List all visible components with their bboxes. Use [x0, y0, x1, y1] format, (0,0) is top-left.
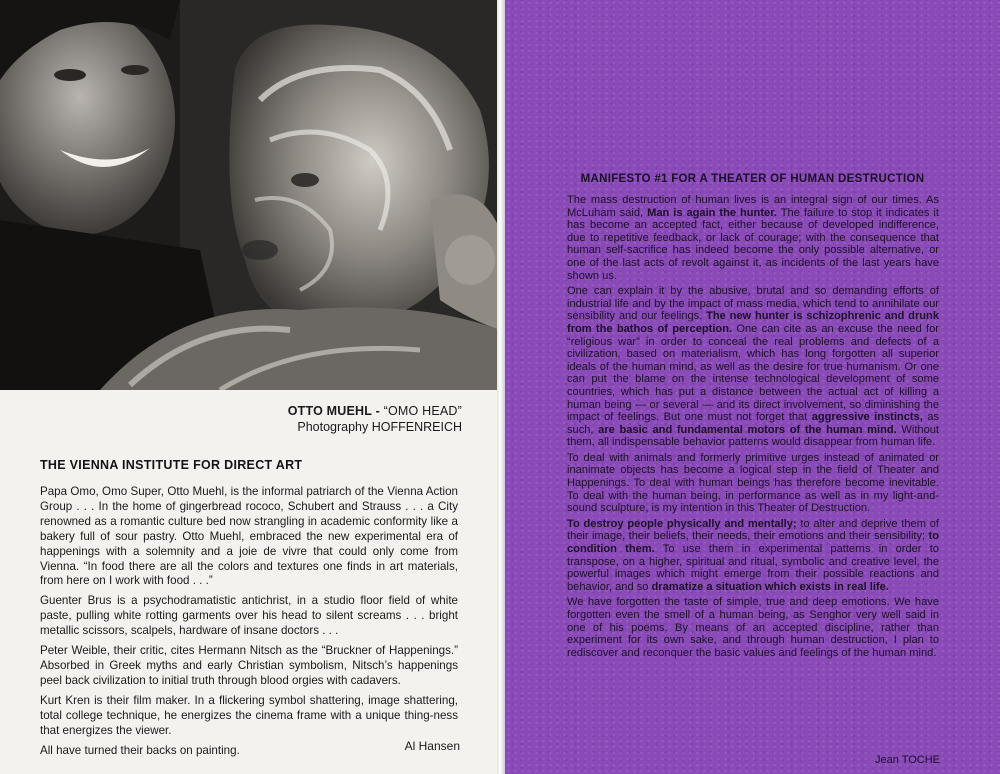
manifesto-text: One can cite as an excuse the need for “religious war” in order to conceal the real problems and defects of a civilization, based on materialism, which has long forgotten all superior ideals of the human mind, as well as the desire for true humanism. Or one can put the blame on the intense technological development of some countries, which has put a distance between the actual act of killing a human being — or several — and its direct involvement, so diminishing the impact of feelings. But one must not forget that — [567, 322, 939, 424]
manifesto-text: as such, — [567, 411, 939, 436]
caption-title — [288, 403, 462, 419]
manifesto-author: Jean TOCHE — [874, 754, 940, 766]
manifesto-emphasis: dramatize a situation which exists in real life. — [651, 580, 889, 593]
manifesto-paragraph — [567, 194, 939, 282]
manifesto-emphasis: Man is again the hunter. — [647, 206, 777, 219]
article-paragraph: Kurt Kren is their film maker. In a flickering symbol shattering, image shattering, total college technique, he energizes the cinema frame with a unique thing-ness that energizes the viewer. — [40, 693, 458, 737]
manifesto-text: To deal with animals and formerly primitive urges instead of animated or inanimate objects has become a logical step in the field of Theater and Happenings. To deal with human beings has therefore become inevitable. To deal with the human being, in performance as well as in my light-and-sound sculpture, is my intention in this Theater of Destruction. — [567, 451, 939, 515]
article-paragraph: All have turned their backs on painting. — [40, 743, 240, 757]
article-author: Al Hansen — [404, 739, 460, 753]
page-gutter — [497, 0, 505, 774]
manifesto-emphasis: The new hunter is schizophrenic and drunk from the bathos of perception. — [567, 310, 939, 335]
manifesto-text: To use them in experimental patterns in order to transpose, on a higher, spiritual and ritual, symbolic and creative level, the powerful images which might emerge from their possible reactions and behavior, and so — [567, 543, 939, 593]
manifesto-text: One can explain it by the abusive, brutal and so demanding efforts of industrial life and by the impact of mass media, which tend to annihilate our sensibility and our feelings. — [567, 285, 939, 323]
manifesto-text: to alter and deprive them of their image, their beliefs, their needs, their emotions and their sensibility; — [567, 517, 939, 543]
manifesto-title: MANIFESTO #1 FOR A THEATER OF HUMAN DESTRUCTION — [580, 173, 925, 185]
article-paragraph: Guenter Brus is a psychodramatistic antichrist, in a studio floor field of white paste, pulling white rotting garments over his head to silent screams . . . bright metallic scissors, scalpels, hardware of insane doctors . . . — [40, 594, 458, 638]
manifesto-text: The failure to stop it indicates it has become an accepted fact, either because of developed indifference, due to repetitive feedback, or lack of courage; with the consequence that human self-sacrifice has indeed become the only possible alternative, or one of the last acts of revolt against it, as incidents of the last years have shown us. — [567, 206, 939, 282]
manifesto-text: The mass destruction of human lives is an integral sign of our times. As McLuham said, — [567, 194, 939, 219]
manifesto-text: Without them, all indispensable behavior patterns would disappear from human life. — [567, 423, 939, 449]
caption-artist: OTTO MUEHL - — [287, 404, 380, 418]
article-body — [40, 485, 458, 763]
manifesto-paragraph — [567, 596, 939, 659]
manifesto-paragraph — [567, 285, 939, 449]
caption-credit: Photography HOFFENREICH — [297, 420, 462, 434]
manifesto-text: We have forgotten the taste of simple, true and deep emotions. We have forgotten even the smell of a human being, as Senghor very well said in one of his poems. By means of an accepted discipline, rather than experiment for its own sake, and through human destruction, I plan to rediscover and reconquer the basic values and feelings of the human mind. — [567, 596, 939, 659]
caption-work: “OMO HEAD” — [379, 404, 462, 418]
manifesto-paragraph — [567, 452, 939, 515]
manifesto-emphasis: are basic and fundamental motors of the human mind. — [598, 423, 897, 436]
article-paragraph: Papa Omo, Omo Super, Otto Muehl, is the informal patriarch of the Vienna Action Group . . . In the home of gingerbread rococo, Schubert and Strauss . . . a City renowned as a romantic culture bed now strangling in academic conformity like a bakery full of sour pastry. Otto Muehl, embraced the new experimental era of happenings with a solemnity and a joie de vivre that could only come from Vienna. “In food there are all the colors and textures one finds in art materials, from here on I work with food . . .” — [40, 485, 458, 588]
manifesto-body — [567, 194, 939, 662]
right-page — [505, 0, 1000, 774]
omo-head-photograph — [0, 0, 500, 390]
manifesto-paragraph — [567, 518, 939, 594]
photo-caption — [288, 403, 462, 435]
manifesto-emphasis: To destroy people physically and mentally; — [567, 517, 797, 530]
article-paragraph: Peter Weible, their critic, cites Hermann Nitsch as the “Bruckner of Happenings.” Absorbed in Greek myths and early Christian symbolism, Nitsch’s happenings peel back civilization to initial truth through blood orgies with cadavers. — [40, 644, 458, 687]
manifesto-emphasis: aggressive instincts, — [811, 411, 923, 424]
manifesto-emphasis: to condition them. — [567, 530, 939, 556]
article-heading: THE VIENNA INSTITUTE FOR DIRECT ART — [40, 458, 303, 472]
